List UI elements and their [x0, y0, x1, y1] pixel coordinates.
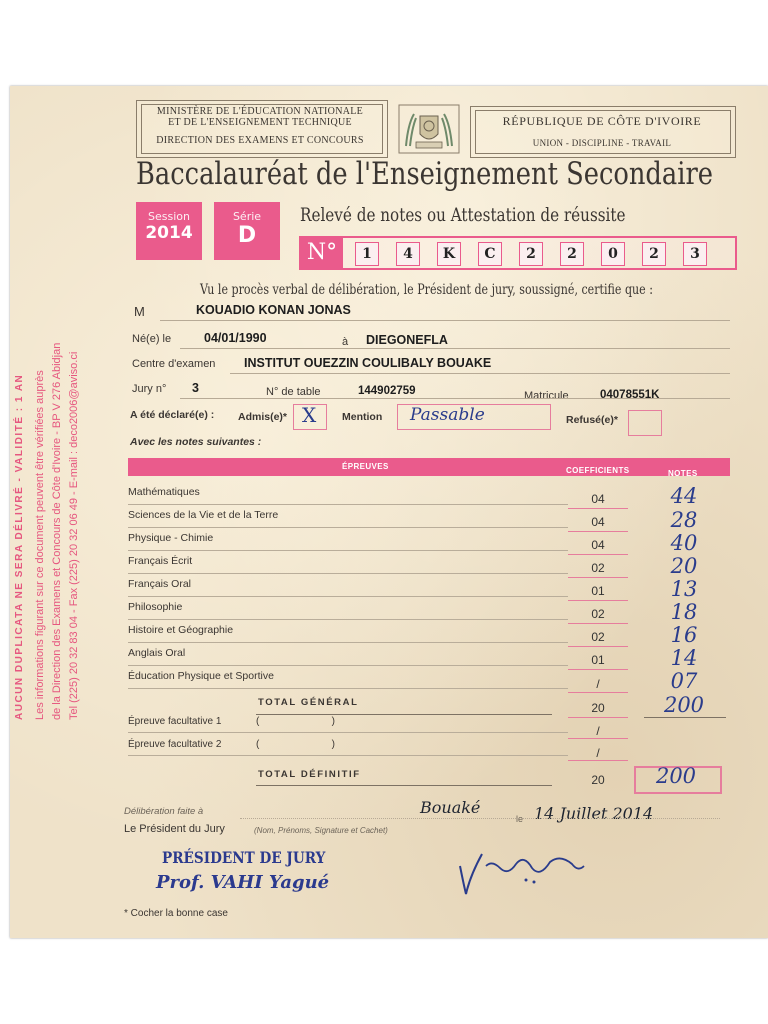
rule — [568, 738, 628, 739]
subject-name: Anglais Oral — [128, 647, 186, 659]
total-general-note: 200 — [663, 693, 705, 717]
rule — [128, 573, 568, 574]
subject-note: 07 — [670, 669, 698, 693]
subject-coefficient: 02 — [591, 561, 605, 575]
rule — [568, 760, 628, 761]
subject-coefficient: 04 — [591, 515, 605, 529]
birth-date: 04/01/1990 — [204, 331, 267, 345]
intro-text: Vu le procès verbal de délibération, le Président de jury, soussigné, certifie que : — [200, 282, 653, 298]
republic-title: RÉPUBLIQUE DE CÔTE D'IVOIRE — [502, 114, 702, 128]
rule — [568, 577, 628, 578]
total-general-coefficient: 20 — [591, 701, 605, 715]
header-subjects: ÉPREUVES — [342, 462, 389, 471]
subject-name: Éducation Physique et Sportive — [128, 670, 274, 682]
admis-label: Admis(e)* — [238, 411, 288, 423]
matricule-label: Matricule — [524, 390, 569, 402]
session-value: 2014 — [145, 223, 193, 243]
republic-motto: UNION - DISCIPLINE - TRAVAIL — [532, 138, 672, 148]
subject-name: Histoire et Géographie — [128, 624, 234, 636]
subject-name: Physique - Chimie — [128, 532, 214, 544]
jury-number: 3 — [192, 381, 199, 395]
rule — [256, 714, 552, 715]
subject-note: 44 — [670, 484, 698, 508]
rule — [568, 692, 628, 693]
subject-coefficient: 01 — [591, 653, 605, 667]
subject-note: 13 — [670, 577, 698, 601]
rule — [128, 642, 568, 643]
sidebar-line-2: Les informations figurant sur ce document peuvent être vérifiées auprès — [34, 370, 46, 720]
certificate-number — [299, 236, 737, 270]
candidate-name: KOUADIO KONAN JONAS — [196, 303, 351, 317]
number-digit: 2 — [560, 242, 584, 266]
mention-label: Mention — [342, 411, 383, 423]
rule — [180, 348, 730, 349]
ministry-line-1: MINISTÈRE DE L'ÉDUCATION NATIONALE — [156, 106, 364, 117]
president-label: Le Président du Jury — [124, 823, 225, 835]
rule — [160, 320, 730, 321]
rule — [128, 550, 568, 551]
birth-place: DIEGONEFLA — [366, 333, 448, 347]
rule — [256, 785, 552, 786]
exam-centre: INSTITUT OUEZZIN COULIBALY BOUAKE — [244, 356, 492, 370]
rule — [128, 665, 568, 666]
deliberation-label: Délibération faite à — [124, 806, 204, 817]
subject-note: 20 — [670, 554, 698, 578]
rule — [568, 600, 628, 601]
subject-coefficient: 01 — [591, 584, 605, 598]
number-digit: 3 — [683, 242, 707, 266]
session-label: Session — [148, 210, 190, 223]
centre-label: Centre d'examen — [132, 358, 216, 370]
rule — [128, 688, 568, 689]
ministry-line-2: ET DE L'ENSEIGNEMENT TECHNIQUE — [168, 117, 352, 128]
serie-badge — [214, 202, 280, 260]
total-definitif-coefficient: 20 — [591, 773, 605, 787]
refuse-label: Refusé(e)* — [566, 414, 618, 426]
rule — [568, 623, 628, 624]
table-number: 144902759 — [358, 385, 416, 397]
optional-label: Épreuve facultative 1 — [128, 716, 222, 727]
document-subtitle: Relevé de notes ou Attestation de réussite — [300, 204, 626, 226]
subject-note: 16 — [670, 623, 698, 647]
total-definitif-note: 200 — [655, 764, 697, 788]
number-digit: 2 — [519, 242, 543, 266]
jury-label: Jury n° — [132, 383, 167, 395]
subject-coefficient: / — [596, 677, 600, 691]
subject-note: 40 — [670, 531, 698, 555]
optional-coefficient: / — [596, 724, 600, 738]
matricule-number: 04078551K — [600, 389, 660, 401]
ministry-line-3: DIRECTION DES EXAMENS ET CONCOURS — [156, 135, 364, 146]
subject-coefficient: 02 — [591, 630, 605, 644]
optional-label: Épreuve facultative 2 — [128, 739, 222, 750]
birth-label: Né(e) le — [132, 333, 172, 345]
rule — [568, 717, 628, 718]
president-stamp-title: PRÉSIDENT DE JURY — [162, 848, 326, 867]
optional-paren: ( ) — [256, 716, 335, 727]
title-label: M — [134, 304, 145, 319]
rule — [180, 398, 730, 399]
document-title: Baccalauréat de l'Enseignement Secondaire — [136, 156, 714, 192]
footnote: * Cocher la bonne case — [124, 908, 228, 919]
subject-name: Français Oral — [128, 578, 192, 590]
birth-at-label: à — [342, 336, 349, 348]
subject-coefficient: 04 — [591, 538, 605, 552]
number-digit: K — [437, 242, 461, 266]
header-coefficients: COEFFICIENTS — [566, 466, 630, 475]
rule — [568, 531, 628, 532]
refuse-checkbox[interactable] — [628, 410, 662, 436]
rule — [568, 508, 628, 509]
total-general-label: TOTAL GÉNÉRAL — [258, 697, 359, 708]
rule — [230, 373, 730, 374]
admis-check-mark: X — [302, 403, 317, 427]
rule — [568, 669, 628, 670]
table-header — [128, 458, 730, 476]
rule — [568, 554, 628, 555]
subject-name: Philosophie — [128, 601, 183, 613]
number-digit: 1 — [355, 242, 379, 266]
declared-label: A été déclaré(e) : — [130, 409, 215, 421]
rule — [128, 504, 568, 505]
sidebar-notice — [8, 250, 108, 720]
deliberation-date: 14 Juillet 2014 — [534, 804, 654, 823]
president-hint: (Nom, Prénoms, Signature et Cachet) — [254, 826, 388, 835]
rule — [128, 732, 568, 733]
number-digit: 2 — [642, 242, 666, 266]
president-stamp-name: Prof. VAHI Yagué — [156, 872, 330, 893]
subject-note: 18 — [670, 600, 698, 624]
optional-paren: ( ) — [256, 739, 335, 750]
number-digit: 0 — [601, 242, 625, 266]
rule — [128, 755, 568, 756]
header-notes: NOTES — [668, 469, 698, 478]
rule — [568, 646, 628, 647]
table-label: N° de table — [266, 386, 321, 398]
sidebar-line-4: Tel (225) 20 32 83 04 - Fax (225) 20 32 06 49 - E-mail : deco2006@aviso.ci — [68, 351, 80, 720]
subject-coefficient: 04 — [591, 492, 605, 506]
subject-note: 28 — [670, 508, 698, 532]
optional-coefficient: / — [596, 746, 600, 760]
subject-name: Français Écrit — [128, 555, 193, 567]
rule — [128, 619, 568, 620]
serie-value: D — [237, 223, 257, 248]
session-badge — [136, 202, 202, 260]
subject-name: Mathématiques — [128, 486, 200, 498]
notes-intro: Avec les notes suivantes : — [130, 436, 262, 448]
serie-label: Série — [232, 210, 262, 223]
sidebar-line-3: de la Direction des Examens et Concours de Côte d'Ivoire - BP V 276 Abidjan — [51, 342, 63, 720]
rule — [128, 527, 568, 528]
deliberation-place: Bouaké — [420, 798, 481, 817]
rule — [644, 717, 726, 718]
number-label: N° — [301, 238, 343, 268]
mention-value: Passable — [410, 405, 485, 425]
total-definitif-label: TOTAL DÉFINITIF — [258, 769, 361, 780]
number-digit: 4 — [396, 242, 420, 266]
sidebar-line-1: AUCUN DUPLICATA NE SERA DÉLIVRÉ - VALIDITÉ : 1 AN — [14, 373, 25, 720]
deliberation-le-label: le — [516, 814, 524, 824]
number-digit: C — [478, 242, 502, 266]
subject-coefficient: 02 — [591, 607, 605, 621]
signature-icon — [452, 846, 592, 902]
coat-of-arms-icon — [398, 104, 460, 154]
rule — [128, 596, 568, 597]
rule — [240, 818, 720, 819]
subject-name: Sciences de la Vie et de la Terre — [128, 509, 279, 521]
subject-note: 14 — [670, 646, 698, 670]
